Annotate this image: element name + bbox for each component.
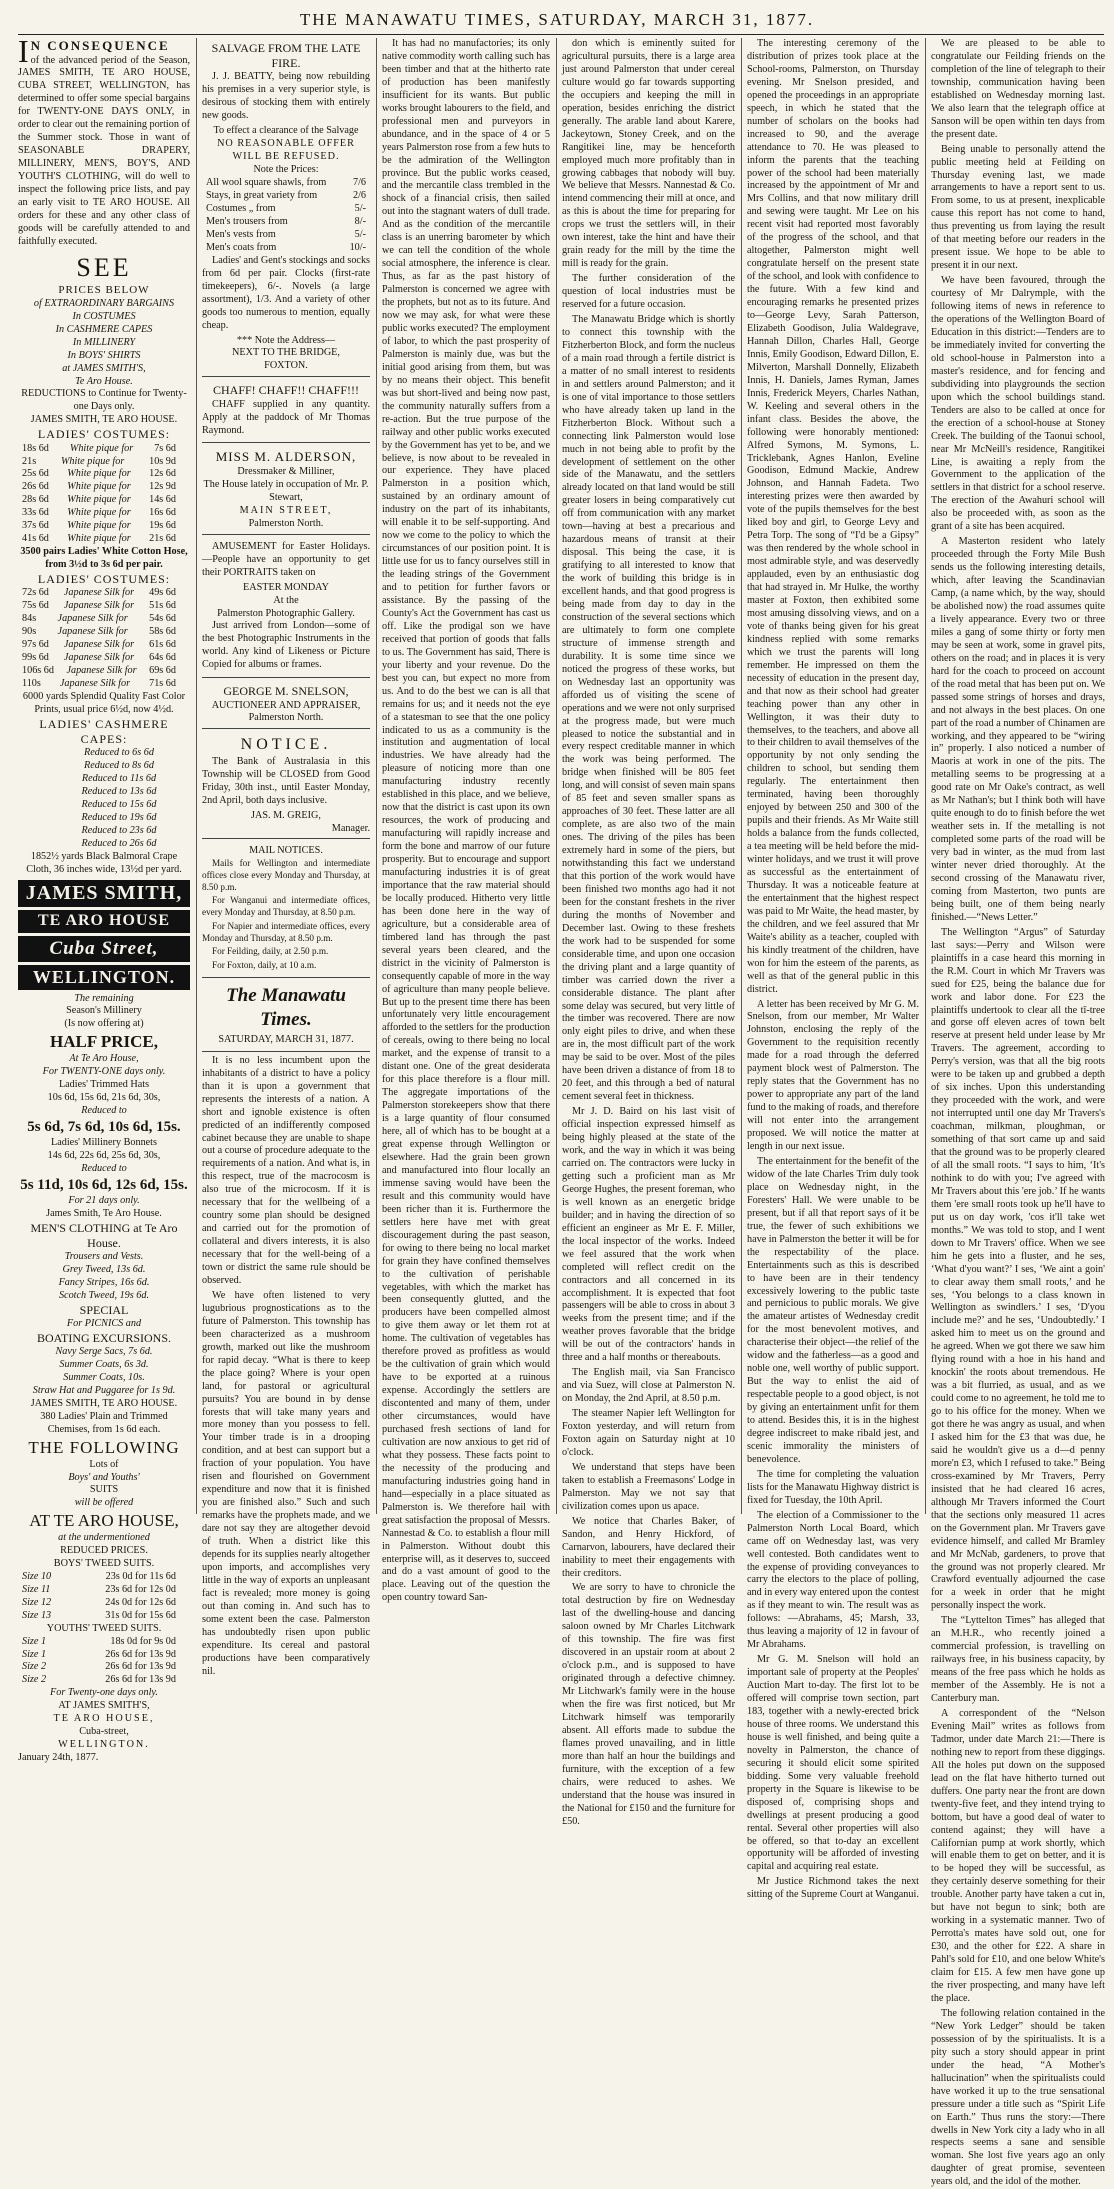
- salvage-item: Stays, in great variety from: [206, 190, 318, 202]
- silk-row-orig: 99s 6d: [22, 652, 49, 664]
- lots: Lots of: [89, 1458, 119, 1470]
- silk-row-orig: 97s 6d: [22, 639, 49, 651]
- at-js: AT JAMES SMITH'S,: [58, 1700, 150, 1712]
- youths-size-row: [18, 1674, 190, 1687]
- pique-row-new: 12s 6d: [149, 468, 176, 480]
- pique-price-list: [18, 443, 190, 547]
- column-divider: [376, 38, 377, 1514]
- youths-size-row-price: 26s 6d for 13s 9d: [105, 1661, 176, 1673]
- silk-row-desc: Japanese Silk for: [59, 677, 131, 689]
- cape-row: Reduced to 26s 6d: [81, 837, 157, 849]
- grey-tweed: Grey Tweed, 13s 6d.: [62, 1264, 146, 1276]
- pique-row-orig: 37s 6d: [22, 520, 49, 532]
- boys-size-row: [18, 1610, 190, 1623]
- boys-youths: Boys' and Youths': [68, 1471, 140, 1483]
- boating: BOATING EXCURSIONS.: [36, 1331, 171, 1346]
- remaining-label: The remaining: [74, 992, 134, 1004]
- trousers: Trousers and Vests.: [64, 1251, 144, 1263]
- pique-row-new: 10s 9d: [149, 455, 176, 467]
- pique-row-orig: 28s 6d: [22, 494, 49, 506]
- silk-row-desc: Japanese Silk for: [57, 613, 128, 625]
- reduced-prices: REDUCED PRICES.: [60, 1544, 148, 1556]
- pique-row-new: 7s 6d: [154, 442, 176, 454]
- summer-coats-2: Summer Coats, 10s.: [63, 1372, 145, 1384]
- cape-row: Reduced to 13s 6d: [81, 786, 157, 798]
- special: SPECIAL: [79, 1302, 129, 1317]
- pique-row-orig: 26s 6d: [22, 481, 49, 493]
- prices-below: PRICES BELOW: [58, 283, 150, 296]
- main-street: MAIN STREET,: [239, 504, 333, 516]
- chaff-text: CHAFF supplied in any quantity. Apply at the paddock of Mr Thomas Raymond.: [202, 398, 370, 436]
- youths-size-row-size: Size 2: [22, 1674, 47, 1686]
- pique-row-orig: 25s 6d: [22, 468, 49, 480]
- manager: Manager.: [331, 822, 370, 834]
- fancy-stripes: Fancy Stripes, 16s 6d.: [58, 1276, 150, 1288]
- extra-line: of EXTRAORDINARY BARGAINS: [33, 297, 175, 309]
- news-paragraph: The time for completing the valuation lists for the Manawatu Highway district is fixed for Tuesday, the 10th April.: [747, 1468, 919, 1506]
- crape-note: 1852½ yards Black Balmoral Crape Cloth, 36 inches wide, 13½d per yard.: [26, 850, 182, 875]
- cuba-street: Cuba-street,: [79, 1726, 129, 1738]
- bonnets-prices: 14s 6d, 22s 6d, 25s 6d, 30s,: [47, 1149, 161, 1161]
- mail-line: Mails for Wellington and intermediate offices close every Monday and Thursday, at 8.50 p.m.: [202, 858, 370, 892]
- salvage-price-row: [202, 177, 370, 190]
- boys-size-list: [18, 1571, 190, 1623]
- ladies-costumes-heading-2: LADIES' COSTUMES:: [37, 572, 171, 587]
- salvage-price: 10/-: [349, 241, 366, 253]
- boys-size-row: [18, 1584, 190, 1597]
- hats-reduced: 5s 6d, 7s 6d, 10s 6d, 15s.: [27, 1118, 181, 1135]
- salvage-price: 5/-: [354, 228, 366, 240]
- salvage-item: All wool square shawls, from: [206, 177, 327, 189]
- for-21: For Twenty-one days only.: [50, 1687, 158, 1699]
- column-2: [202, 38, 370, 1677]
- note-prices: Note the Prices:: [253, 164, 319, 176]
- picnics: For PICNICS and: [66, 1318, 142, 1330]
- pique-row-desc: White pique for: [67, 533, 131, 545]
- silk-row-orig: 90s: [22, 626, 37, 638]
- extra-line: at JAMES SMITH'S,: [62, 362, 146, 374]
- boys-size-row-price: 31s 0d for 15s 6d: [105, 1609, 176, 1621]
- column-4-body: [562, 38, 735, 1829]
- silk-row-new: 61s 6d: [149, 639, 176, 651]
- jsmith-3: JAMES SMITH, TE ARO HOUSE.: [30, 1398, 178, 1410]
- pique-row: [18, 468, 190, 481]
- youths-size-row: [18, 1649, 190, 1662]
- capes-price-list: [18, 747, 190, 851]
- divider: [202, 1051, 370, 1052]
- extra-line: Te Aro House.: [75, 375, 133, 387]
- column-1-advert: [18, 33, 190, 1764]
- silk-row: [18, 613, 190, 626]
- editorial-paragraph: We have often listened to very lugubrious prognostications as to the future of Palmerston. This township has been characterized as a mushroom growth, marked out like the mushroom for rapid decay. “What is there to keep the place going? Where is your open land, for pastoral or agricultural pursuits? You are bound in by dense forests that will take many years and more money than you possess to fell. Your timber trade is in a drooping condition, and at best can support but a fraction of your population. You have risen and flourished on Government expenditure and now that it is finished you are finished also.” Such and such remarks have the prophets made, and we dare not say they are altogether devoid of truth. When a district like this depends for its supplies nearly altogether upon imports, and accomplishes very little in the way of exports an unpleasant fact is revealed; more money is going out than coming in. And such has to some extent been the case. Palmerston has undoubtedly risen upon public expenditure. Its cereal and pastoral productions have been comparatively nil.: [202, 1289, 370, 1677]
- news-paragraph: A correspondent of the “Nelson Evening Mail” writes as follows from Tadmor, under date March 21:—There is nothing new to report from these diggings. All the holes put down on the supposed lead on the flat have hitherto turned out duffers. One party near the front are down twenty-five feet, and they intend trying to bottom, but have a good deal of water to contend against; they will have a Californian pump at work shortly, which will enable them to get on better, and it is to be hoped they will be successful, as they certainly deserve something for their trouble. Another party have taken a cut in, but have not begun to sink; both are working in a systematic manner. Two of Perrotta's mates have sold out, one for £30, and the other for £22. A share in Pahl's sold for £10, and one below White's claim for £15. A few men have gone up the river prospecting, and many have left the place.: [931, 1708, 1106, 2004]
- news-paragraph: A Masterton resident who lately proceeded through the Forty Mile Bush sends us the following interesting details, which, after leaving the Scandinavian Camp, (a name which, by the way, should be abolished now) the road assumes quite a lively appearance. Every two or three miles a gang of some thirty or forty men may be seen at work, some in gravel pits, others on the road; and in places it is very hard for the coach to proceed on account of the road metal that has been put on. We passed some strings of horses and drays, and not always in the best places. On one part of the road a number of Chinamen are working, and they appeared to be “wiring in” properly. I also noticed a number of Maoris at work in one of the pits. The metalling seems to be progressing at a good rate on Mr Oake's contract, as well as Mr Nathan's; but I think both will have quite enough to do to finish before the wet weather sets in. If the metalling is not completed some parts of the road will be very bad in winter, as the mud from last winter never dried thoroughly. At the second crossing of the Manawatu river, coming from Masterton, two punts are being built, one of them being nearly finished.—“News Letter.”: [931, 536, 1105, 923]
- at-the: At the: [273, 594, 299, 606]
- snelson-ad: [202, 681, 370, 729]
- cape-row: Reduced to 8s 6d: [84, 760, 154, 772]
- reduced-to-2: Reduced to: [81, 1162, 127, 1174]
- jsmith-line: JAMES SMITH, TE ARO HOUSE.: [30, 414, 178, 426]
- palmerston-north: Palmerston North.: [248, 712, 324, 724]
- palmerston: Palmerston North.: [248, 517, 324, 529]
- pique-row-new: 16s 6d: [149, 507, 176, 519]
- masthead: THE MANAWATU TIMES, SATURDAY, MARCH 31, 1877.: [299, 10, 815, 29]
- note-address: *** Note the Address—: [236, 334, 336, 346]
- undermentioned: at the undermentioned: [58, 1531, 150, 1543]
- news-paragraph: Being unable to personally attend the public meeting held at Feilding on Thursday evening last, we made arrangements to have a report sent to us. From some, to us at present, inexplicable cause this report has not come to hand, thus preventing us from laying the result of that meeting before our readers in the present issue. We hope to be able to present it in our next.: [931, 143, 1105, 272]
- column-divider: [556, 38, 557, 1514]
- youths-tweed-heading: YOUTHS' TWEED SUITS.: [46, 1622, 162, 1634]
- cape-row: Reduced to 11s 6d: [81, 773, 157, 785]
- te-aro-house: TE ARO HOUSE,: [53, 1713, 155, 1725]
- mail-line: For Napier and intermediate offices, every Monday and Thursday, at 8.50 p.m.: [202, 920, 370, 943]
- chemises: 380 Ladies' Plain and Trimmed Chemises, from 1s 6d each.: [40, 1411, 168, 1436]
- cashmere-capes-heading: LADIES' CASHMERE CAPES:: [39, 716, 169, 747]
- photo-gallery: Palmerston Photographic Gallery.: [217, 607, 355, 619]
- youths-size-row-price: 18s 0d for 9s 0d: [110, 1635, 176, 1647]
- photo-text: Just arrived from London—some of the best Photographic Instruments in the world. Any kind of Likeness or Picture Copied for albums or frames.: [202, 620, 370, 671]
- boys-size-row: [18, 1597, 190, 1610]
- cape-row: Reduced to 6s 6d: [84, 747, 154, 759]
- pique-row-desc: White pique for: [67, 481, 131, 493]
- news-paragraph: Mr G. M. Snelson will hold an important sale of property at the Peoples' Auction Mart to-day. The first lot to be offered will comprise town section, part 183, together with a newly-erected brick house of three rooms. We understand this house is well finished, and being quite a novelty in Palmerston, the chance of securing it should elicit some spirited bidding. Some very valuable freehold property in the Square is likewise to be disposed of, comprising shops and dwellings at present producing a good rental. Several other properties will also be offered, so that to-day an excellent opportunity will be afforded of investing capital and acquiring real estate.: [747, 1654, 919, 1873]
- silk-row: [18, 652, 190, 665]
- column-divider: [925, 38, 926, 1514]
- extra-line: In CASHMERE CAPES: [55, 323, 153, 335]
- mail-line: For Feilding, daily, at 2.50 p.m.: [212, 946, 329, 957]
- silk-row-desc: Japanese Silk for: [63, 639, 135, 651]
- news-paragraph: It has had no manufactories; its only native commodity worth calling such has been timber and that at the hitherto rate of production has been manifestly insufficient for its wants. But public works brought labourers to the field, and professional men and purveyors in abundance, and in the space of 4 or 5 years Palmerston rose from a few huts to be the admiration of the Wellington province. But the public works ceased, and the mercantile class trembled in the shock of a financial crisis, then sailed out into the stagnant waters of dull trade. And as the condition of the mercantile class is an unerring barometer by which we can tell the condition of the whole social atmosphere, the inference is clear. Thus, as far as the past history of Palmerston is concerned we agree with the prophets, but not as to its future. And now we may ask, for what were these public works executed? The employment of labor, to which the past prosperity of Palmerston is mainly due, was but the initial good arising from them, but was by no means their object. This benefit was but short-lived and being now past, the community naturally suffers from a re-action. But the true purpose of the railway and other public works executed by the Government has yet to be, and we believe, is now about to be revealed in our experience. They have placed Palmerston in a position which, sustained by an ordinary amount of industry on the part of its inhabitants, will enable it to be self-supporting. And now we come to the policy to which the circumstances of our position point. It is little use for us to fancy ourselves still in the leading strings of the Government and to petition for further favors or assistance. By the passing of the County's Act the Government has cast us off. Like the prodigal son we have received that portion of goods that falls to us. The Government has said, There is your liberty and your revenue. Do the best you can, but expect no more from us. And to do the best we can is all that remains for us; and it needs not the eye of a statesman to see that the one policy indicated to us as a community is the institution and augmentation of local industries. We have already had the pleasure of noticing more than one manufacturing industry recently established in this place, and we believe, now that the district is cast upon its own resources, the work of producing and manufacturing will rapidly increase and form the bone and marrow of our future prosperity. But to encourage and support manufacturing industries it is of great importance that the raw material should be locally produced. Hitherto very little has been done here in the way of agriculture, but a considerable area of timbered land has through the past several years been cleared, and the district in the vicinity of Palmerston is consequently capable of more in the way of agriculture than many people believe. But up to the present time there has been unfortunately very little encouragement afforded to the settlers for the production of cereals, owing to there being no local market, and the expense of transit to a distant one. One of the great desiderata for this place therefore is a flour mill. The aggregate importations of the Palmerston storekeepers show that there is a large quantity of flour consumed here, all of which has to be bought at a great expense through Wellington or elsewhere. Had the grain been grown and manufactured into flour locally an immense saving would have been the result and this community would have been richer than it is. Furthermore the settlers here have met with great discouragement during the past season, for owing to there being no local market for grain they have confined themselves to the cultivation of perishable vegetables, with which the market has been consequently glutted, and the producers have been compelled almost to give them away or let them rot at home. The cultivation of vegetables has therefore proved as profitless as would be the cultivation of grain which would have to be exported at a ruinous expense. Accordingly the settlers are discontented and many of them, under other circumstances, would have purchased fresh sections of land for cultivation are now anxious to get rid of what they possess. These facts point to the necessity of the producing and manufacturing industries going hand in hand—especially in a place situated as Palmerston is. We therefore hail with great satisfaction the proposal of Messrs. Nannestad & Co. to establish a flour mill in Palmerston. Without doubt this enterprise will, as it deserves to, succeed and do a vast amount of good to the place. Leaving out of the question the open country toward San-: [382, 38, 550, 1604]
- silk-row-orig: 84s: [22, 613, 37, 625]
- wellington: WELLINGTON.: [58, 1739, 150, 1751]
- salvage-item: Men's trousers from: [206, 215, 288, 227]
- chaff-ad: [202, 380, 370, 443]
- ladies-costumes-heading: LADIES' COSTUMES:: [37, 427, 171, 442]
- days-21: For 21 days only.: [68, 1194, 140, 1206]
- news-paragraph: The interesting ceremony of the distribution of prizes took place at the School-rooms, Palmerston, on Thursday evening. Mr Snelson presided, and opened the proceedings in an appropriate speech, in which he stated that the number of scholars on the books had increased to 90, and the average attendance to 70. He was pleased to inform the parents that the teaching power of the school had been materially increased by the appointment of Mr and Mrs Collins, and that now military drill and sewing were taught. Mr Lee on his recent visit had reported most favorably of the progress of the school, and that altogether, Palmerston might well congratulate herself on the present state of the school, and look with confidence to the future. With a few kind and encouraging remarks he presented prizes to—George Levy, Sarah Patterson, Elizabeth Goodison, Julia Waldegrave, Hannah Dillon, Charles Hall, George Innis, Emily Goodison, Edward Dillon, E. Milverton, Marshall Donnelly, Elizabeth Innis, H. Daniels, James Ryman, James Innis, Frederick Meyers, Charles Nathan, W. Keeling and several others in the infant class. Besides the above, the following were honorably mentioned: Alfred Symons, M. Symons, L. Tricklebank, Agnes Hanlon, Eveline Goodison, Edmund Mackie, Andrew Johnson, and Hannah Fadeta. Two interesting prizes were then awarded by vote of the pupils themselves for the best liked boy and girl, to George Levy and Petra Torp. The song of “I'd be a Gipsy” was then rendered by the whole school in most admirable style, and was deservedly applauded, even by an enthusiastic dog that had strayed in. Mr Hulke, the worthy master at Foxton, then exhibited some most amusing dissolving views, and on a vote of thanks being given for his great kindness replied with some remarks which we trust the parents will long remember. He impressed on them the necessity of education in the present day, and that now as their school had greater teaching power than any other in Wellington, it was their duty to themselves, to the teachers, and above all to their children to avail themselves of the opportunity by not only sending the children to school, but sending them regularly. The entertainment then terminated, having been thoroughly enjoyed by between 250 and 300 of the pupils and their friends. As Mr Waite still holds a balance from the funds collected, a tea meeting will be held before the mid-winter holidays, and we trust it will prove as successful as the entertainment of Thursday. It was a noticeable feature at the entertainment that the highest respect was paid to Mr Waite, the head master, by the children, and we feel assured that Mr Waite's ability as a teacher, coupled with his kindly treatment of the children, have won for him the esteem of the parents, as well as that of the general public in this district.: [747, 38, 919, 995]
- mail-title: MAIL NOTICES.: [249, 845, 323, 857]
- youths-size-list: [18, 1636, 190, 1688]
- half-price: HALF PRICE,: [50, 1032, 158, 1052]
- bank-notice: [202, 732, 370, 839]
- mens-clothing: MEN'S CLOTHING at Te Aro House.: [30, 1220, 178, 1250]
- mail-list: [202, 858, 370, 971]
- pique-row: [18, 507, 190, 520]
- silk-row-new: 51s 6d: [149, 600, 176, 612]
- salvage-item: Costumes „ from: [206, 203, 276, 214]
- pique-row-new: 19s 6d: [149, 520, 176, 532]
- navy-serge: Navy Serge Sacs, 7s 6d.: [55, 1346, 153, 1358]
- seasons-millinery: Season's Millinery: [66, 1005, 142, 1017]
- silk-row-orig: 110s: [22, 677, 41, 689]
- column-3: [382, 38, 550, 1604]
- cape-row: Reduced to 19s 6d: [81, 812, 157, 824]
- boys-size-row-size: Size 12: [22, 1596, 52, 1608]
- pique-row-orig: 18s 6d: [22, 442, 49, 454]
- column-divider: [741, 38, 742, 1514]
- fast-color-note: 6000 yards Splendid Quality Fast Color Prints, usual price 6½d, now 4½d.: [22, 690, 186, 715]
- salvage-price: 8/-: [354, 215, 366, 227]
- salvage-price-row: [202, 190, 370, 203]
- salvage-item: Men's coats from: [206, 241, 277, 253]
- reductions-note: REDUCTIONS to Continue for Twenty-one Days only.: [21, 388, 187, 413]
- pique-row-orig: 33s 6d: [22, 507, 49, 519]
- straw-hat: Straw Hat and Puggaree for 1s 9d.: [32, 1385, 176, 1397]
- scotch-tweed: Scotch Tweed, 19s 6d.: [58, 1289, 150, 1301]
- ad-date: January 24th, 1877.: [18, 1752, 99, 1764]
- column-6: [931, 38, 1106, 2188]
- news-paragraph: We are sorry to have to chronicle the total destruction by fire on Wednesday last of the dwelling-house and dancing saloon owned by Mr Charles Litchwark of this township. The fire was first discovered in an upstair room at about 2 o'clock p.m., and is supposed to have originated through a defective chimney. Mr Litchwark's family were in the house when the fire was first noticed, but Mr Litchwark himself was temporarily absent. All efforts made to subdue the flames proved unavailing, and in little more than half an hour the buildings and furniture, with the exception of a few chairs, were reduced to ashes. We understand that the house was insured in the National for £150 and the furniture for £50.: [562, 1582, 735, 1827]
- news-paragraph: Mr Justice Richmond takes the next sitting of the Supreme Court at Wanganui.: [747, 1876, 919, 1901]
- boys-size-row-size: Size 13: [22, 1609, 52, 1621]
- youths-size-row: [18, 1661, 190, 1674]
- mail-line: For Foxton, daily, at 10 a.m.: [212, 959, 317, 970]
- column-4: [562, 38, 735, 1827]
- dressmaker: Dressmaker & Milliner,: [237, 465, 335, 477]
- silk-row-new: 54s 6d: [149, 613, 176, 625]
- pique-row-desc: White pique for: [67, 494, 131, 506]
- silk-row-desc: Japanese Silk for: [57, 626, 128, 638]
- summer-coats: Summer Coats, 6s 3d.: [59, 1359, 149, 1371]
- boys-size-row-price: 23s 6d for 12s 0d: [105, 1583, 176, 1595]
- youths-size-row-size: Size 2: [22, 1661, 47, 1673]
- news-paragraph: A letter has been received by Mr G. M. Snelson, from our member, Mr Walter Johnston, enclosing the reply of the Government to the requisition recently made for a road through the deferred payment block west of Palmerston. The reply states that the Government has no power to appropriate any part of the land fund to the making of roads, and therefore will not enter into the arrangement proposed. We will notice the matter at length in our next issue.: [747, 998, 919, 1153]
- boys-tweed-heading: BOYS' TWEED SUITS.: [53, 1557, 155, 1569]
- silk-row-orig: 72s 6d: [22, 587, 49, 599]
- alderson-text: The House lately in occupation of Mr. P. Stewart,: [203, 478, 369, 503]
- pique-row: [18, 520, 190, 533]
- silk-row: [18, 639, 190, 652]
- salvage-item: Men's vests from: [206, 228, 276, 240]
- pique-row: [18, 443, 190, 456]
- at-te-aro: At Te Aro House,: [69, 1052, 139, 1064]
- silk-row-new: 69s 6d: [149, 665, 176, 677]
- news-paragraph: We notice that Charles Baker, of Sandon, and Henry Hickford, of Carnarvon, labourers, have declared their inability to meet their engagements with their creditors.: [562, 1515, 735, 1579]
- silk-row-desc: Japanese Silk for: [63, 600, 135, 612]
- chaff-title: CHAFF! CHAFF!! CHAFF!!!: [212, 383, 360, 398]
- silk-row-orig: 106s 6d: [22, 665, 54, 677]
- boys-size-row-size: Size 10: [22, 1570, 52, 1582]
- boys-size-row: [18, 1571, 190, 1584]
- salvage-price-row: [202, 229, 370, 242]
- salvage-title: SALVAGE FROM THE LATE FIRE.: [211, 41, 361, 71]
- news-paragraph: The following relation contained in the “New York Ledger” should be taken possession of by the spiritualists. It is a pity such a story should appear in print under the head, “A Mother's hallucination” when the spiritualists could have worked it up to the true sensational pressure under a title such as “Spirit Life on Earth.” Thus runs the story:—There dwells in New York city a lady who in all respects seems a sane and sensible woman. She lost five years ago an only daughter of great promise, seventeen years old, and the idol of the mother.: [931, 2007, 1105, 2188]
- now-offering: (Is now offering at): [64, 1018, 144, 1030]
- news-paragraph: We understand that steps have been taken to establish a Freemasons' Lodge in Palmerston. May we not say that civilization comes upon us apace.: [562, 1461, 735, 1512]
- jsmith-2: James Smith, Te Aro House.: [46, 1207, 162, 1219]
- intro-block: [18, 33, 190, 249]
- youths-size-row: [18, 1636, 190, 1649]
- pique-row-desc: White pique for: [60, 455, 125, 467]
- drop-cap: I: [18, 33, 29, 69]
- boys-size-row-size: Size 11: [22, 1583, 51, 1595]
- news-paragraph: We have been favoured, through the courtesy of Mr Dalrymple, with the following items of news in reference to the operations of the Wellington Board of Education in this district:—Tenders are to be immediately invited for converting the old school-house in Palmerston into a master's residence, and for fencing and subdividing into playgrounds the section upon which the school buildings stand. Tenders are also to be called at once for the erection of a school-house at Stoney Creek. The building of the Taonui school, near Mr McNeill's residence, Rangitikei Line, is awaiting a reply from the Government to the application of the settlers in that district for a school reserve. The erection of the Awahuri school will also be proceeded with, as soon as the grant of a site has been acquired.: [931, 275, 1105, 533]
- pique-row-desc: White pique for: [67, 468, 131, 480]
- pique-row-orig: 21s: [22, 455, 37, 467]
- news-paragraph: The entertainment for the benefit of the widow of the late Charles Trim duly took place on Wednesday night, in the Foresters' Hall. We were unable to be present, but if all that report says of it be true, the fewer of such exhibitions we have in Palmerston the better it will be for the respectability of the place. Entertainments such as this is described to have been are in their tendency excessively lowering to the public taste and pernicious to public morals. We give the amateur artistes of Wednesday credit for the most benevolent motives, and characterise their object—the relief of the widow and the fatherless—as a good and noble one, well worthy of public support. But the way to enlist the aid of respectable people to a good object, is not by giving an entertainment unfit for them to attend. Besides this, it is in the highest degree indiscreet to make ribald jest, and scenic immorality the ministers of benevolence.: [747, 1155, 920, 1465]
- following-heading: THE FOLLOWING: [28, 1437, 180, 1457]
- column-5-body: [747, 38, 919, 1902]
- news-paragraph: We are pleased to be able to congratulate our Feilding friends on the completion of the line of telegraph to their township, communication having been established on Wednesday morning last. We also learn that the telegraph office at Sanson will be open within ten days from the present date.: [931, 38, 1105, 140]
- reduced-to: Reduced to: [81, 1104, 127, 1116]
- banner-james-smith: JAMES SMITH,: [18, 880, 190, 907]
- silk-row-desc: Japanese Silk for: [63, 587, 135, 599]
- next-bridge: NEXT TO THE BRIDGE,: [232, 347, 340, 359]
- masthead-rule: [18, 34, 1104, 35]
- extra-line: In MILLINERY: [72, 336, 136, 348]
- pique-row: [18, 481, 190, 494]
- column-6-body: [931, 38, 1105, 2189]
- banner-wellington: WELLINGTON.: [18, 965, 190, 990]
- silk-row-new: 71s 6d: [149, 677, 176, 689]
- intro-title: N CONSEQUENCE: [30, 38, 170, 53]
- pique-row-desc: White pique for: [69, 442, 134, 454]
- silk-row: [18, 626, 190, 639]
- greig: JAS. M. GREIG,: [251, 809, 321, 821]
- extra-line: In COSTUMES: [72, 310, 136, 322]
- news-paragraph: The “Lyttelton Times” has alleged that an M.H.R., who recently joined a commercial profession, is travelling on railways free, in his business capacity, by means of the free pass which he holds as member of the Assembly. He is not a Canterbury man.: [931, 1615, 1105, 1705]
- salvage-price: 2/6: [352, 190, 366, 202]
- snelson-title: GEORGE M. SNELSON,: [223, 684, 349, 699]
- paper-title: The Manawatu Times.: [226, 984, 346, 1030]
- pique-row: [18, 456, 190, 469]
- foxton: FOXTON.: [264, 360, 308, 372]
- silk-row: [18, 587, 190, 600]
- silk-row-orig: 75s 6d: [22, 600, 49, 612]
- salvage-text: J. J. BEATTY, being now rebuilding his premises in a very superior style, is desirous of stocking them with entirely new goods.: [202, 71, 370, 122]
- youths-size-row-price: 26s 6d for 13s 9d: [105, 1648, 176, 1660]
- mail-notices: [202, 842, 370, 977]
- boys-size-row-price: 24s 0d for 12s 6d: [105, 1596, 176, 1608]
- salvage-price-row: [202, 203, 370, 216]
- news-paragraph: The English mail, via San Francisco and via Suez, will close at Palmerston N. on Monday, the 2nd April, at 8.50 p.m.: [562, 1367, 735, 1405]
- silk-row-new: 64s 6d: [149, 652, 176, 664]
- news-paragraph: The Manawatu Bridge which is shortly to connect this township with the Fitzherberton Block, and form the nucleus of a main road through a fertile district is a matter of no small interest to residents in and settlers around Palmerston; and it is one of vital importance to those settlers who have already taken up land in the Fitzherberton Block. Without such a connecting link Palmerston would lose much in not being able to profit by the development of settlement on the other side of the Manawatu, and the settlers already located on that land would be still greater losers in being comparatively cut off from communication with any market town—having at best a precarious and hazardous means of transit at their disposal. This being the case, it is gratifying to all interested to know that the work of building this bridge is in excellent hands, and that good progress is being made from day to day in the construction of the several sections which are ultimately to form one complete structure of immense strength and durability. It is some time since we noticed the progress of these works, but on Wednesday last an opportunity was afforded us of visiting the scene of operations and we were not only surprised at the progress made, but were much pleased to notice the substantial and in every respect creditable manner in which the work was being performed. The bridge when finished will be 805 feet long, and will consist of seven main spans of 85 feet and seven smaller spans as approaches of 30 feet. These latter are all complete, as are also two of the main ones. The driving of the piles has been extremely hard in some of the piers, but notwithstanding this fact we understand that this portion of the work would have been finished two months ago had it not been for the constant freshets in the river during the months of November and December last. Owing to these freshets the work had to be suspended for some considerable time, and upon one occasion the driving plant and a large quantity of timber was carried down the river a considerable distance. The plant after some delay was secured, but very little of the timber was recovered. There are now only eight piles to drive, and when these are in, the most difficult part of the work may be said to be over. Most of the piles have been driven a distance of from 18 to 20 feet, and this through a bed of natural cement several feet in thickness.: [562, 314, 735, 1103]
- pique-row-desc: White pique for: [67, 507, 131, 519]
- boys-size-row-price: 23s 0d for 11s 6d: [105, 1570, 176, 1582]
- auctioneer: AUCTIONEER AND APPRAISER,: [211, 699, 361, 711]
- silk-row: [18, 665, 190, 678]
- news-paragraph: The Wellington “Argus” of Saturday last says:—Perry and Wilson were plaintiffs in a case heard this morning in the R.M. Court in which Mr Travers was sued for £25, being the balance due for work and labor done. For £23 the plaintiffs undertook to clear all the tī-tree and gorse off eleven acres of town belt reserve at present held under lease by Mr Travers. The agreement, according to Perry's version, was that all the big roots were to be taken up and grubbed a depth of six inches. Upon this understanding they proceeded with the work, and were not interrupted until one day Mr Travers's coachman, milkman, ploughman, or something of that sort came up and said that the ground was to be properly cleared of all the small roots. “I says to him, ‘It's nothink to do with you; I've agreed with Mr Travers about this 'ere job.’ If he wants them 'ere small roots took up he'll have to put us on day work, 'cos it'll take wet months.” We was told to stop, and I went down to Mr Travers' office. When we see him he gets into a fluster, and he ses, ‘What d'you want?’ I ses, ‘We aint a goin' to clear away them small roots,’ and he ses, ‘You belongs to a class known in Wellington as swindlers.’ I ses, ‘D'you include me?’ and he ses, ‘Undoubtedly.’ I asked him to meet us on the ground and he agreed. When we got there we saw him flying round with a hoe in his hand and knockin' the roots about tremendous. He was a bit flurried, as usual, and as we could come to no agreement, he told me to go to his office for the money. When we got there he was angry as usual, and when I asked him for the £3 that was due, he said he wouldn't give us a d—d penny more'n £3, which I refused to take.” Being cross-examined by Mr Travers, Perry insisted that he had cleared 16 acres, although Mr Travers informed the Court that the sections only measured 11 acres on the Government plan. Mr Travers gave evidence himself, and called Mr Bramley and Mr McNab, gardeners, to prove that the ground was not properly cleared. Mr Crawford eventually adjourned the case for a week in order that he might personally inspect the work.: [931, 926, 1105, 1612]
- silk-row-desc: Japanese Silk for: [66, 665, 137, 677]
- youths-size-row-size: Size 1: [22, 1648, 47, 1660]
- salvage-price: 5/-: [354, 203, 366, 214]
- silk-row: [18, 600, 190, 613]
- hats-prices: 10s 6d, 15s 6d, 21s 6d, 30s,: [47, 1091, 161, 1103]
- salvage-price-row: [202, 242, 370, 255]
- silk-price-list: [18, 587, 190, 691]
- will-be-offered: will be offered: [74, 1497, 134, 1509]
- column-5: [747, 38, 920, 1901]
- youths-size-row-price: 26s 6d for 13s 9d: [105, 1674, 176, 1686]
- pique-row-new: 12s 9d: [149, 481, 176, 493]
- see-heading: SEE: [76, 252, 132, 282]
- salvage-ad: [202, 38, 370, 377]
- salvage-more: Ladies' and Gent's stockings and socks from 6d per pair. Clocks (first-rate timekeepers), 6/-. Novels (a large assortment), 1/3. And a variety of other goods too numerous to mention, equally cheap.: [202, 254, 370, 331]
- salvage-clear: To effect a clearance of the Salvage: [213, 125, 359, 137]
- twenty-one-days: For TWENTY-ONE days only.: [42, 1065, 166, 1077]
- cape-row: Reduced to 15s 6d: [81, 799, 157, 811]
- pique-row-orig: 41s 6d: [22, 533, 49, 545]
- salvage-price-row: [202, 216, 370, 229]
- intro-text: of the advanced period of the Season, JAMES SMITH, TE ARO HOUSE, CUBA STREET, WELLINGTON, has determined to offer some special bargains for TWENTY-ONE DAYS ONLY, in order to clear out the remaining portion of the Summer stock. Those in want of SEASONABLE DRAPERY, MILLINERY, MEN'S, BOY'S, AND YOUTH'S CLOTHING, will do well to inspect the following price lists, and pay an early visit to TE ARO HOUSE. All orders for these and any other class of goods will be carefully attended to and faithfully executed.: [18, 54, 190, 247]
- mail-line: For Wanganui and intermediate offices, every Monday and Thursday, at 8.50 p.m.: [202, 895, 370, 918]
- silk-row-new: 58s 6d: [149, 626, 176, 638]
- banner-cuba-street: Cuba Street,: [18, 936, 190, 962]
- notice-title: NOTICE.: [240, 736, 332, 754]
- youths-size-row-size: Size 1: [22, 1635, 47, 1647]
- at-te-aro-house: AT TE ARO HOUSE,: [29, 1511, 179, 1531]
- pique-row: [18, 533, 190, 546]
- bonnets: Ladies' Millinery Bonnets: [51, 1136, 157, 1148]
- salvage-price-list: [202, 177, 370, 255]
- photo-ad: [202, 538, 370, 679]
- news-paragraph: The further consideration of the question of local industries must be reserved for a future occasion.: [562, 273, 735, 311]
- pique-row-new: 21s 6d: [149, 533, 176, 545]
- column-3-body: [382, 38, 550, 1605]
- amusement: AMUSEMENT for Easter Holidays. —People have an opportunity to get their PORTRAITS taken on: [202, 540, 370, 578]
- news-paragraph: The steamer Napier left Wellington for Foxton yesterday, and will return from Foxton again on Saturday night at 10 o'clock.: [562, 1408, 735, 1458]
- easter: EASTER MONDAY: [243, 581, 329, 593]
- pique-row-new: 14s 6d: [149, 494, 176, 506]
- silk-row-new: 49s 6d: [149, 587, 176, 599]
- news-paragraph: Mr J. D. Baird on his last visit of official inspection expressed himself as being highly pleased at the state of the work, and the way in which it was being carried on. The contractors were lucky in getting such a proficient man as Mr George Hughes, the present foreman, who is well known as an energetic bridge builder; and in having the direction of so efficient an engineer as Mr E. F. Miller, the local inspector of the works. Indeed we feel assured that the work when completed will reflect credit on the contractors and all concerned in its accomplishment. It is expected that foot passengers will be able to cross in about 3 weeks from the present time; and if the weather proves favorable that the bridge will be out of the contractors' hands in three and a half months or thereabouts.: [562, 1106, 735, 1364]
- no-offer: NO REASONABLE OFFER WILL BE REFUSED.: [217, 138, 355, 163]
- salvage-price: 7/6: [352, 177, 366, 189]
- silk-row-desc: Japanese Silk for: [63, 652, 135, 664]
- cotton-hose-note: 3500 pairs Ladies' White Cotton Hose, from 3½d to 3s 6d per pair.: [20, 546, 188, 571]
- pique-row-desc: White pique for: [67, 520, 131, 532]
- silk-row: [18, 678, 190, 691]
- banner-te-aro-house: TE ARO HOUSE: [18, 910, 190, 932]
- suits: SUITS: [89, 1484, 119, 1496]
- alderson-ad: [202, 446, 370, 534]
- bonnets-reduced: 5s 11d, 10s 6d, 12s 6d, 15s.: [20, 1176, 188, 1193]
- extra-line: In BOYS' SHIRTS: [67, 349, 141, 361]
- paper-date: SATURDAY, MARCH 31, 1877.: [218, 1033, 354, 1045]
- alderson-title: MISS M. ALDERSON,: [215, 449, 357, 465]
- editorial-paragraph: It is no less incumbent upon the inhabitants of a district to have a policy than it is upon a government that represents the interests of a nation. A short and ignoble existence is often predicted of an indifferently composed cabinet because they are unable to shape out a course of procedure adequate to the requirements of a nation. And what is, in this respect, true of the macrocosm is also true of the microcosm. If it is necessary that for the wellbeing of a country some plan should be designed and carried out for the promotion of collateral and divers interests, it is also necessary that for the well-being of a town or district the same rule should be observed.: [202, 1054, 370, 1286]
- trimmed-hats: Ladies' Trimmed Hats: [58, 1078, 150, 1090]
- notice-text: The Bank of Australasia in this Township will be CLOSED from Good Friday, 30th inst., until Easter Monday, 2nd April, both days inclusive.: [202, 755, 370, 806]
- pique-row: [18, 494, 190, 507]
- cape-row: Reduced to 23s 6d: [81, 825, 157, 837]
- news-paragraph: don which is eminently suited for agricultural pursuits, there is a large area just around Palmerston that under cereal culture would go far towards supporting the occupiers and keeping the mill in operation, besides enriching the district generally. The arable land about Karere, Jackeytown, Stoney Creek, and on the Rangitikei line, may be henceforth employed much more profitably than in growing cabbages that nobody will buy. We believe that Messrs. Nannestad & Co. intend commencing their mill at once, and as this is about the time for preparing for crops we trust the settlers will, in their own interest, take the hint and have their grain ready for the mill by the time the mill is ready for the grain.: [562, 38, 735, 270]
- column-divider: [196, 38, 197, 1514]
- news-paragraph: The election of a Commissioner to the Palmerston North Local Board, which came off on Wednesday last, was very well contested. Both candidates went to the expense of providing conveyances to carry the electors to the place of polling, and in every way entered upon the contest as if they meant to win. The result was as follows: —Abrahams, 45; Marsh, 33, thus leaving a majority of 12 in favour of Mr Abrahams.: [747, 1509, 919, 1651]
